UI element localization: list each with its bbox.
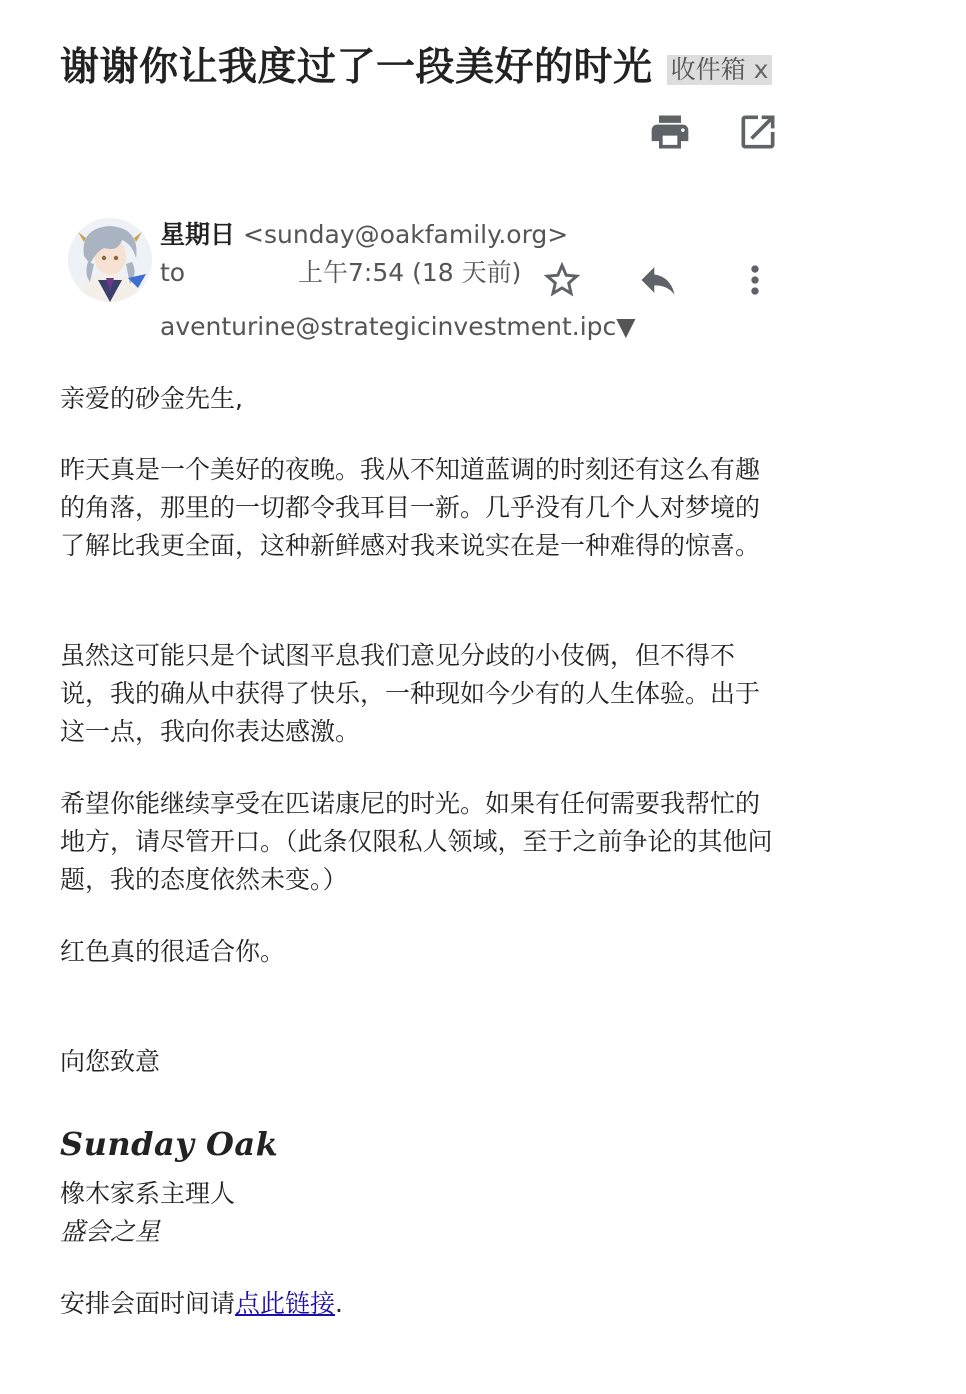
body-paragraph: 红色真的很适合你。 (60, 937, 286, 966)
to-label: to (160, 258, 186, 287)
inbox-label-text: 收件箱 (670, 54, 746, 84)
body-paragraph: 虽然这可能只是个试图平息我们意见分歧的小伎俩，但不得不说，我的确从中获得了快乐，一种现如今少有的人生体验。出于这一点，我向你表达感激。 (60, 641, 761, 746)
subject-text: 谢谢你让我度过了一段美好的时光 (60, 45, 653, 90)
sender-line (160, 218, 568, 252)
closing-line: 向您致意 (60, 1047, 161, 1076)
inbox-label-chip[interactable] (667, 55, 773, 85)
footer-line (60, 1286, 343, 1322)
more-vert-icon[interactable] (733, 258, 777, 302)
recipient-dropdown[interactable]: aventurine@strategicinvestment.ipc▼ (160, 312, 636, 341)
greeting: 亲爱的砂金先生, (60, 384, 243, 413)
open-in-new-icon[interactable] (736, 110, 780, 154)
signature-subtitle: 盛会之星 (60, 1217, 161, 1246)
email-subject (60, 42, 790, 94)
sender-avatar (68, 218, 152, 302)
label-remove-button[interactable]: x (753, 54, 769, 84)
body-paragraph: 希望你能继续享受在匹诺康尼的时光。如果有任何需要我帮忙的地方，请尽管开口。（此条仅限私人领域，至于之前争论的其他问题，我的态度依然未变。） (60, 789, 773, 894)
footer-prefix: 安排会面时间请 (60, 1289, 236, 1318)
reply-icon[interactable] (636, 258, 680, 302)
email-date: 上午7:54 (18 天前) (298, 258, 522, 287)
signature-name: Sunday Oak (60, 1125, 279, 1163)
sender-name: 星期日 (160, 220, 236, 249)
footer-suffix: . (335, 1289, 343, 1318)
body-paragraph: 昨天真是一个美好的夜晚。我从不知道蓝调的时刻还有这么有趣的角落，那里的一切都令我耳目一新。几乎没有几个人对梦境的了解比我更全面，这种新鲜感对我来说实在是一种难得的惊喜。 (60, 455, 761, 560)
schedule-meeting-link[interactable]: 点此链接 (235, 1289, 336, 1318)
print-icon[interactable] (648, 110, 692, 154)
signature-title: 橡木家系主理人 (60, 1179, 236, 1208)
star-icon[interactable] (540, 258, 584, 302)
sender-email: <sunday@oakfamily.org> (243, 220, 569, 249)
